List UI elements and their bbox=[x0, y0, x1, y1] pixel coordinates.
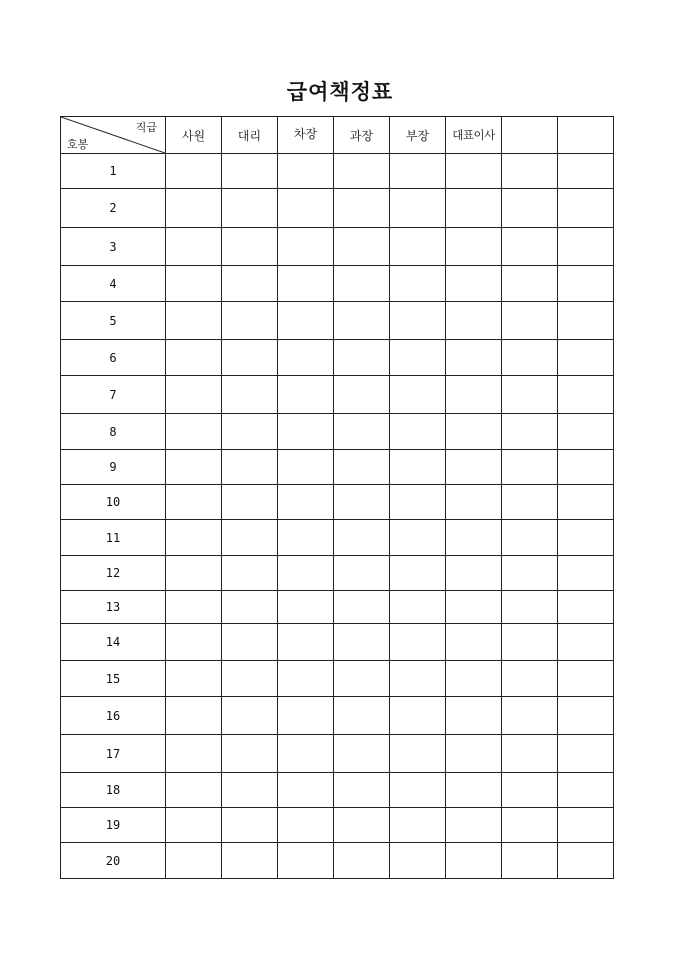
salary-cell bbox=[334, 189, 390, 228]
step-number: 18 bbox=[61, 773, 166, 808]
table-row bbox=[61, 376, 614, 414]
salary-cell bbox=[502, 340, 558, 376]
salary-cell bbox=[446, 414, 502, 450]
salary-cell bbox=[558, 485, 614, 520]
salary-cell bbox=[446, 520, 502, 556]
salary-cell bbox=[278, 773, 334, 808]
salary-cell bbox=[222, 808, 278, 843]
step-number: 15 bbox=[61, 661, 166, 697]
salary-cell bbox=[558, 189, 614, 228]
header-position bbox=[558, 117, 614, 154]
header-position: 대표이사 bbox=[446, 117, 502, 154]
salary-cell bbox=[166, 302, 222, 340]
salary-cell bbox=[446, 154, 502, 189]
salary-cell bbox=[222, 697, 278, 735]
salary-cell bbox=[558, 376, 614, 414]
table-row bbox=[61, 228, 614, 266]
salary-cell bbox=[166, 697, 222, 735]
salary-cell bbox=[502, 485, 558, 520]
step-number: 9 bbox=[61, 450, 166, 485]
salary-cell bbox=[222, 340, 278, 376]
corner-position-label: 직급 bbox=[135, 121, 157, 134]
table-row bbox=[61, 189, 614, 228]
salary-cell bbox=[446, 624, 502, 661]
corner-cell bbox=[61, 117, 166, 154]
salary-cell bbox=[502, 520, 558, 556]
salary-cell bbox=[390, 735, 446, 773]
salary-cell bbox=[222, 228, 278, 266]
salary-cell bbox=[166, 376, 222, 414]
salary-cell bbox=[222, 773, 278, 808]
salary-cell bbox=[446, 485, 502, 520]
salary-cell bbox=[334, 624, 390, 661]
table-row bbox=[61, 591, 614, 624]
salary-cell bbox=[558, 228, 614, 266]
salary-cell bbox=[334, 450, 390, 485]
header-position: 부장 bbox=[390, 117, 446, 154]
salary-cell bbox=[222, 302, 278, 340]
table-row bbox=[61, 302, 614, 340]
table-row bbox=[61, 154, 614, 189]
salary-cell bbox=[502, 266, 558, 302]
salary-cell bbox=[278, 266, 334, 302]
salary-cell bbox=[278, 624, 334, 661]
salary-cell bbox=[390, 340, 446, 376]
salary-cell bbox=[278, 340, 334, 376]
corner-step-label: 호봉 bbox=[67, 138, 89, 151]
salary-cell bbox=[334, 843, 390, 879]
salary-cell bbox=[558, 302, 614, 340]
salary-cell bbox=[390, 376, 446, 414]
salary-cell bbox=[446, 376, 502, 414]
salary-cell bbox=[334, 228, 390, 266]
step-number: 7 bbox=[61, 376, 166, 414]
salary-cell bbox=[446, 189, 502, 228]
salary-cell bbox=[558, 661, 614, 697]
salary-cell bbox=[558, 808, 614, 843]
salary-cell bbox=[558, 450, 614, 485]
salary-cell bbox=[502, 154, 558, 189]
salary-cell bbox=[390, 773, 446, 808]
salary-cell bbox=[166, 154, 222, 189]
salary-cell bbox=[222, 154, 278, 189]
salary-cell bbox=[278, 661, 334, 697]
table-row bbox=[61, 414, 614, 450]
salary-cell bbox=[334, 591, 390, 624]
step-number: 20 bbox=[61, 843, 166, 879]
step-number: 12 bbox=[61, 556, 166, 591]
salary-table bbox=[60, 116, 614, 879]
salary-cell bbox=[222, 485, 278, 520]
salary-cell bbox=[446, 773, 502, 808]
table-row bbox=[61, 624, 614, 661]
step-number: 16 bbox=[61, 697, 166, 735]
salary-cell bbox=[558, 414, 614, 450]
salary-cell bbox=[502, 302, 558, 340]
step-number: 14 bbox=[61, 624, 166, 661]
table-row bbox=[61, 735, 614, 773]
salary-cell bbox=[222, 661, 278, 697]
salary-cell bbox=[278, 450, 334, 485]
table-row bbox=[61, 808, 614, 843]
salary-cell bbox=[278, 189, 334, 228]
salary-cell bbox=[334, 773, 390, 808]
salary-cell bbox=[166, 266, 222, 302]
step-number: 1 bbox=[61, 154, 166, 189]
salary-cell bbox=[446, 228, 502, 266]
table-row bbox=[61, 556, 614, 591]
salary-cell bbox=[558, 520, 614, 556]
table-row bbox=[61, 661, 614, 697]
salary-cell bbox=[446, 340, 502, 376]
salary-cell bbox=[278, 485, 334, 520]
salary-cell bbox=[278, 735, 334, 773]
salary-cell bbox=[166, 520, 222, 556]
salary-cell bbox=[390, 843, 446, 879]
salary-cell bbox=[446, 450, 502, 485]
salary-cell bbox=[278, 843, 334, 879]
salary-cell bbox=[166, 450, 222, 485]
salary-cell bbox=[502, 414, 558, 450]
salary-cell bbox=[278, 376, 334, 414]
salary-cell bbox=[502, 376, 558, 414]
salary-cell bbox=[502, 843, 558, 879]
salary-cell bbox=[390, 661, 446, 697]
step-number: 4 bbox=[61, 266, 166, 302]
salary-cell bbox=[334, 154, 390, 189]
salary-cell bbox=[222, 266, 278, 302]
table-row bbox=[61, 340, 614, 376]
salary-cell bbox=[390, 556, 446, 591]
salary-cell bbox=[334, 414, 390, 450]
salary-cell bbox=[334, 376, 390, 414]
table-row bbox=[61, 773, 614, 808]
salary-cell bbox=[390, 697, 446, 735]
table-row bbox=[61, 843, 614, 879]
salary-cell bbox=[558, 735, 614, 773]
salary-cell bbox=[334, 661, 390, 697]
salary-cell bbox=[446, 556, 502, 591]
salary-cell bbox=[334, 302, 390, 340]
salary-cell bbox=[334, 808, 390, 843]
salary-cell bbox=[222, 376, 278, 414]
salary-cell bbox=[166, 414, 222, 450]
step-number: 11 bbox=[61, 520, 166, 556]
salary-cell bbox=[222, 556, 278, 591]
salary-cell bbox=[390, 808, 446, 843]
salary-cell bbox=[278, 697, 334, 735]
salary-cell bbox=[446, 843, 502, 879]
salary-cell bbox=[390, 520, 446, 556]
header-position: 대리 bbox=[222, 117, 278, 154]
salary-cell bbox=[166, 624, 222, 661]
salary-cell bbox=[390, 485, 446, 520]
step-number: 3 bbox=[61, 228, 166, 266]
salary-cell bbox=[222, 189, 278, 228]
table-row bbox=[61, 697, 614, 735]
salary-cell bbox=[334, 735, 390, 773]
step-number: 5 bbox=[61, 302, 166, 340]
salary-cell bbox=[390, 591, 446, 624]
salary-cell bbox=[446, 266, 502, 302]
salary-cell bbox=[390, 302, 446, 340]
salary-cell bbox=[166, 735, 222, 773]
header-position: 사원 bbox=[166, 117, 222, 154]
table-row bbox=[61, 450, 614, 485]
salary-cell bbox=[446, 808, 502, 843]
step-number: 10 bbox=[61, 485, 166, 520]
salary-cell bbox=[502, 697, 558, 735]
salary-cell bbox=[502, 624, 558, 661]
salary-cell bbox=[166, 189, 222, 228]
salary-cell bbox=[390, 450, 446, 485]
salary-cell bbox=[166, 661, 222, 697]
salary-cell bbox=[166, 228, 222, 266]
header-row bbox=[61, 117, 614, 154]
salary-cell bbox=[278, 302, 334, 340]
salary-cell bbox=[502, 735, 558, 773]
page-title: 급여책정표 bbox=[286, 79, 394, 104]
step-number: 17 bbox=[61, 735, 166, 773]
salary-cell bbox=[502, 773, 558, 808]
salary-cell bbox=[390, 624, 446, 661]
salary-cell bbox=[558, 340, 614, 376]
salary-cell bbox=[558, 556, 614, 591]
salary-cell bbox=[222, 414, 278, 450]
salary-cell bbox=[558, 624, 614, 661]
header-position: 차장 bbox=[278, 117, 334, 154]
salary-cell bbox=[166, 843, 222, 879]
salary-cell bbox=[334, 340, 390, 376]
salary-cell bbox=[334, 520, 390, 556]
salary-cell bbox=[390, 189, 446, 228]
salary-cell bbox=[278, 414, 334, 450]
step-number: 8 bbox=[61, 414, 166, 450]
salary-cell bbox=[222, 591, 278, 624]
salary-cell bbox=[446, 661, 502, 697]
table-row bbox=[61, 520, 614, 556]
salary-cell bbox=[558, 773, 614, 808]
salary-cell bbox=[390, 228, 446, 266]
salary-cell bbox=[446, 697, 502, 735]
table-row bbox=[61, 266, 614, 302]
salary-cell bbox=[166, 808, 222, 843]
salary-cell bbox=[502, 556, 558, 591]
salary-cell bbox=[278, 228, 334, 266]
salary-cell bbox=[222, 624, 278, 661]
salary-cell bbox=[502, 808, 558, 843]
salary-cell bbox=[502, 189, 558, 228]
salary-cell bbox=[502, 228, 558, 266]
salary-cell bbox=[166, 485, 222, 520]
salary-cell bbox=[334, 485, 390, 520]
salary-cell bbox=[222, 735, 278, 773]
salary-cell bbox=[390, 414, 446, 450]
salary-cell bbox=[278, 591, 334, 624]
salary-cell bbox=[558, 266, 614, 302]
step-number: 2 bbox=[61, 189, 166, 228]
salary-cell bbox=[278, 808, 334, 843]
salary-cell bbox=[222, 520, 278, 556]
salary-cell bbox=[502, 591, 558, 624]
salary-cell bbox=[278, 520, 334, 556]
salary-cell bbox=[446, 591, 502, 624]
salary-cell bbox=[446, 302, 502, 340]
salary-cell bbox=[166, 556, 222, 591]
salary-cell bbox=[222, 843, 278, 879]
salary-cell bbox=[222, 450, 278, 485]
header-position bbox=[502, 117, 558, 154]
salary-cell bbox=[334, 556, 390, 591]
step-number: 6 bbox=[61, 340, 166, 376]
step-number: 13 bbox=[61, 591, 166, 624]
salary-cell bbox=[390, 154, 446, 189]
salary-cell bbox=[278, 556, 334, 591]
salary-cell bbox=[558, 843, 614, 879]
salary-cell bbox=[390, 266, 446, 302]
salary-cell bbox=[166, 340, 222, 376]
salary-cell bbox=[166, 773, 222, 808]
step-number: 19 bbox=[61, 808, 166, 843]
salary-cell bbox=[502, 450, 558, 485]
salary-cell bbox=[334, 697, 390, 735]
salary-cell bbox=[558, 591, 614, 624]
salary-cell bbox=[502, 661, 558, 697]
salary-cell bbox=[166, 591, 222, 624]
salary-cell bbox=[558, 154, 614, 189]
salary-cell bbox=[446, 735, 502, 773]
table-row bbox=[61, 485, 614, 520]
header-position: 과장 bbox=[334, 117, 390, 154]
salary-cell bbox=[558, 697, 614, 735]
salary-cell bbox=[278, 154, 334, 189]
salary-cell bbox=[334, 266, 390, 302]
